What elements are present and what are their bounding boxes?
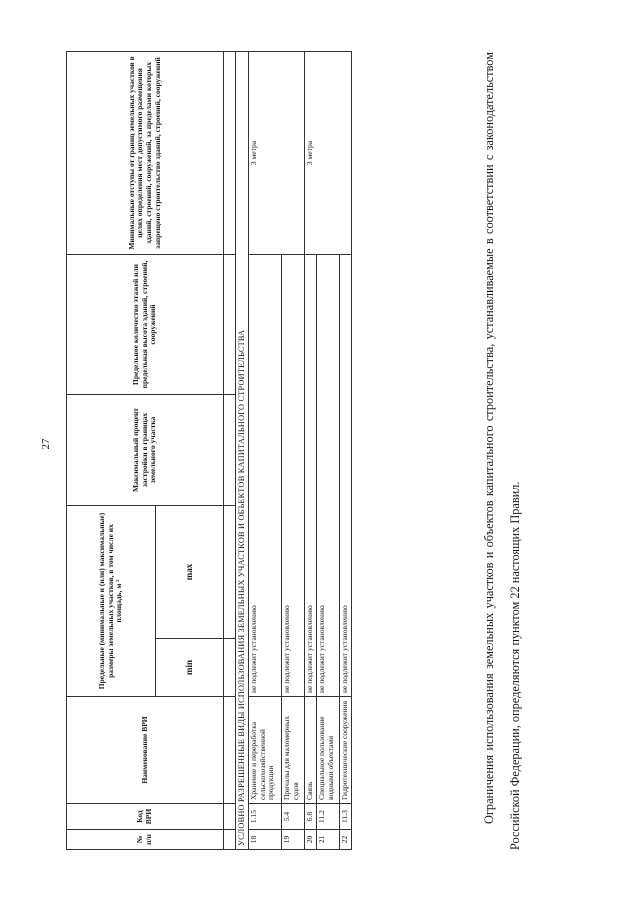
row-code: 11.3 xyxy=(340,804,352,830)
row-name: Гидротехнические сооружения xyxy=(340,697,352,804)
header-num: № п/п xyxy=(67,830,224,850)
row-name: Хранение и переработка сельскохозяйственной продукции xyxy=(249,697,282,804)
row-limits: не подлежит установлению xyxy=(305,254,317,696)
footnote-paragraph: Ограничения использования земельных участков и объектов капитального строительства, устанавливаемые в соответствии с законодательством Российской Федерации, определяются пунктом 22 настоящих Правил. xyxy=(482,52,522,850)
row-num: 19 xyxy=(282,830,305,850)
row-name: Специальное пользование водными объектами xyxy=(317,697,340,804)
row-num: 20 xyxy=(305,830,317,850)
header-size-limits: Предельные (минимальные и (или) максимальные) размеры земельных участков, в том числе их площадь, м ² xyxy=(67,505,156,696)
row-num: 18 xyxy=(249,830,282,850)
row-code: 11.2 xyxy=(317,804,340,830)
row-setback: 3 метра xyxy=(249,51,305,254)
row-code: 6.8 xyxy=(305,804,317,830)
zoning-regulations-table xyxy=(66,51,352,850)
row-name: Причалы для маломерных судов xyxy=(282,697,305,804)
header-setbacks: Минимальные отступы от границ земельных участков в целях определения мест допустимого размещения зданий, строений, сооружений, за пределами которых запрещено строительство зданий, строений, сооружений xyxy=(67,51,224,254)
header-min: min xyxy=(156,639,224,697)
header-floors: Предельное количество этажей или предельная высота зданий, строений, сооружений xyxy=(67,254,224,394)
table-row xyxy=(249,51,282,849)
page-number: 27 xyxy=(40,438,52,450)
header-name: Наименование ВРИ xyxy=(67,697,224,804)
header-max-percent: Максимальный процент застройки в границах земельного участка xyxy=(67,394,224,505)
row-setback: 3 метра xyxy=(305,51,352,254)
row-code: 1.15 xyxy=(249,804,282,830)
rotated-page-content xyxy=(66,52,546,850)
row-limits: не подлежит установлению xyxy=(317,254,340,696)
table-row xyxy=(305,51,317,849)
row-limits: не подлежит установлению xyxy=(282,254,305,696)
header-code: Код ВРИ xyxy=(67,804,224,830)
row-limits: не подлежит установлению xyxy=(249,254,282,696)
row-name: Связь xyxy=(305,697,317,804)
row-num: 22 xyxy=(340,830,352,850)
row-num: 21 xyxy=(317,830,340,850)
row-code: 5.4 xyxy=(282,804,305,830)
row-limits: не подлежит установлению xyxy=(340,254,352,696)
header-max: max xyxy=(156,505,224,638)
section-title: УСЛОВНО РАЗРЕШЕННЫЕ ВИДЫ ИСПОЛЬЗОВАНИЯ ЗЕМЕЛЬНЫХ УЧАСТКОВ И ОБЪЕКТОВ КАПИТАЛЬНОГО СТРОИТЕЛЬСТВА xyxy=(236,51,249,849)
